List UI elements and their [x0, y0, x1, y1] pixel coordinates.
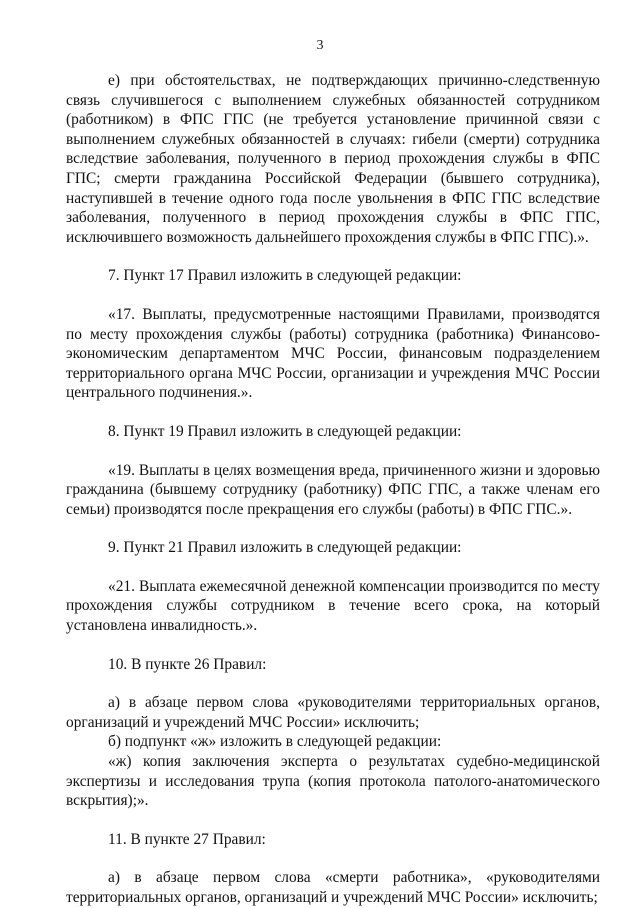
page-number: 3: [316, 38, 324, 53]
paragraph-item-8-heading: 8. Пункт 19 Правил изложить в следующей редакции:: [108, 422, 462, 440]
paragraph-item-7-heading: 7. Пункт 17 Правил изложить в следующей редакции:: [108, 267, 462, 285]
paragraph-item-9-heading: 9. Пункт 21 Правил изложить в следующей редакции:: [108, 539, 462, 557]
paragraph-item-21-text: «21. Выплата ежемесячной денежной компенсации производится по месту прохождения службы сотрудником в течение всего срока, на который установлена инвалидность.».: [66, 577, 600, 635]
paragraph-item-17-text: «17. Выплаты, предусмотренные настоящими Правилами, производятся по месту прохождения службы (работы) сотрудника (работника) Финансово-экономическим департаментом МЧС России, финансовым подразделением территориального органа МЧС России, организации и учреждения МЧС России центрального подчинения.».: [66, 305, 600, 402]
paragraph-subitem-e: е) при обстоятельствах, не подтверждающих причинно-следственную связь случившегося с выполнением служебных обязанностей сотрудником (работником) в ФПС ГПС (не требуется установление причинной связи с выполнением служебных обязанностей в случаях: гибели (смерти) сотрудника вследствие заболевания, полученного в период прохождения службы в ФПС ГПС; смерти гражданина Российской Федерации (бывшего сотрудника), наступившей в течение одного года после увольнения в ФПС ГПС вследствие заболевания, полученного в период прохождения службы в ФПС ГПС, исключившего возможность дальнейшего прохождения службы в ФПС ГПС).».: [66, 72, 600, 246]
document-body: [66, 71, 600, 908]
paragraph-item-10-a: а) в абзаце первом слова «руководителями территориальных органов, организаций и учреждений МЧС России» исключить;: [66, 694, 600, 731]
paragraph-item-11-a: а) в абзаце первом слова «смерти работника», «руководителями территориальных органов, организаций и учреждений МЧС России» исключить;: [66, 869, 600, 906]
paragraph-item-19-text: «19. Выплаты в целях возмещения вреда, причиненного жизни и здоровью гражданина (бывшему сотруднику (работнику) ФПС ГПС, а также членам его семьи) производятся после прекращения его службы (работы) в ФПС ГПС.».: [66, 461, 600, 518]
paragraph-item-10-heading: 10. В пункте 26 Правил:: [108, 655, 267, 673]
paragraph-item-11-heading: 11. В пункте 27 Правил:: [108, 830, 266, 848]
paragraph-item-10-zh: «ж) копия заключения эксперта о результатах судебно-медицинской экспертизы и исследования трупа (копия протокола патолого-анатомического вскрытия);».: [66, 753, 600, 810]
paragraph-item-10-b: б) подпункт «ж» изложить в следующей редакции:: [108, 733, 442, 751]
